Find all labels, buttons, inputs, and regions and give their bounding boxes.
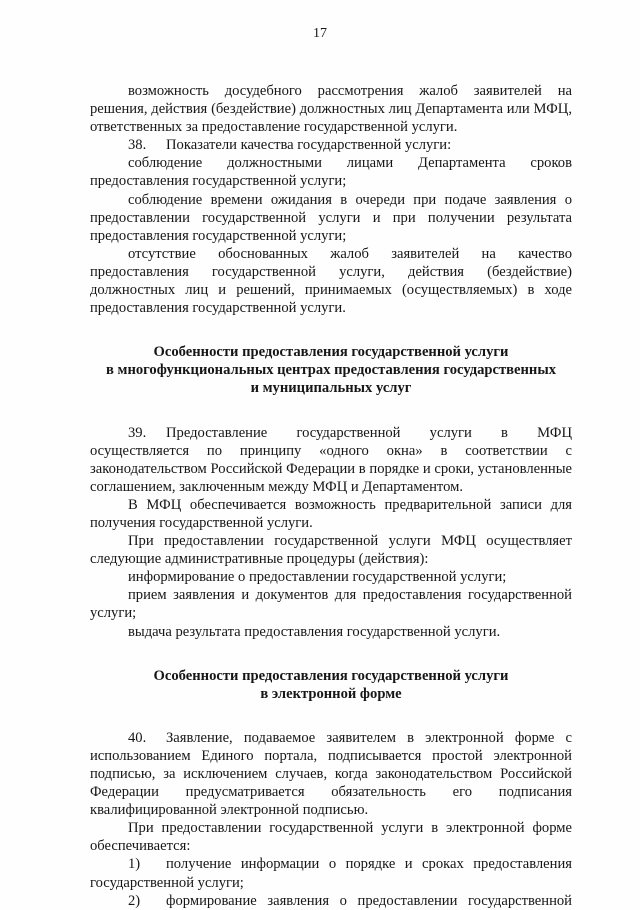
section-heading-mfc-line1: Особенности предоставления государственной услуги (153, 344, 509, 361)
section-heading-electronic (90, 667, 572, 703)
electronic-list-item-1-number: 1) (128, 856, 141, 873)
electronic-list-item-2 (90, 892, 572, 910)
item-38-number: 38. (128, 137, 147, 154)
item-39-text: Предоставление государственной услуги в МФЦ осуществляется по принципу «одного окна» в соответствии с законодательством Российской Федерации в порядке и сроки, установленные соглашением, заключенным между МФЦ и Департаментом. (90, 424, 572, 495)
mfc-procedure-informing: информирование о предоставлении государственной услуги; (128, 569, 507, 586)
item-39-number: 39. (128, 424, 147, 441)
electronic-list-item-2-text: формирование заявления о предоставлении государственной (166, 892, 572, 909)
quality-indicator-no-complaints: отсутствие обоснованных жалоб заявителей на качество предоставления государственной услуги, действия (бездействие) должностных лиц и решений, принимаемых (осуществляемых) в ходе предоставления государственной услуги. (90, 245, 572, 317)
document-body (90, 82, 572, 910)
section-heading-mfc (90, 343, 572, 397)
section-heading-electronic-line1: Особенности предоставления государственной услуги (153, 667, 509, 684)
electronic-list-item-1 (90, 855, 572, 891)
electronic-list-item-1-text: получение информации о порядке и сроках предоставления государственной услуги; (90, 856, 572, 891)
section-heading-mfc-line3: и муниципальных услуг (250, 380, 412, 397)
item-40-number: 40. (128, 729, 147, 746)
page-number: 17 (313, 26, 327, 41)
paragraph-complaint-review: возможность досудебного рассмотрения жалоб заявителей на решения, действия (бездействие) должностных лиц Департамента или МФЦ, ответственных за предоставление государственной услуги. (90, 83, 572, 136)
mfc-procedure-issuance: выдача результата предоставления государственной услуги. (128, 623, 501, 640)
mfc-procedures-intro: При предоставлении государственной услуги МФЦ осуществляет следующие административные процедуры (действия): (90, 533, 572, 568)
item-39 (90, 424, 572, 496)
section-heading-electronic-line2: в электронной форме (260, 685, 402, 702)
quality-indicator-waiting-time: соблюдение времени ожидания в очереди при подаче заявления о предоставлении государственной услуги и при получении результата предоставления государственной услуги; (90, 191, 572, 244)
section-heading-mfc-line2: в многофункциональных центрах предоставления государственных (105, 362, 557, 379)
item-38 (90, 136, 572, 154)
quality-indicator-deadlines: соблюдение должностными лицами Департамента сроков предоставления государственной услуги; (90, 155, 572, 190)
electronic-form-intro: При предоставлении государственной услуги в электронной форме обеспечивается: (90, 820, 572, 855)
item-40-text: Заявление, подаваемое заявителем в электронной форме с использованием Единого портала, подписывается простой электронной подписью, за исключением случаев, когда законодательством Российской Федерации предусматривается обязательность его подписания квалифицированной электронной подписью. (90, 729, 572, 819)
electronic-list-item-2-number: 2) (128, 892, 141, 909)
mfc-procedure-reception: прием заявления и документов для предоставления государственной услуги; (90, 587, 572, 622)
mfc-pre-registration: В МФЦ обеспечивается возможность предварительной записи для получения государственной услуги. (90, 496, 572, 531)
item-38-text: Показатели качества государственной услуги: (166, 137, 452, 154)
item-40 (90, 729, 572, 819)
